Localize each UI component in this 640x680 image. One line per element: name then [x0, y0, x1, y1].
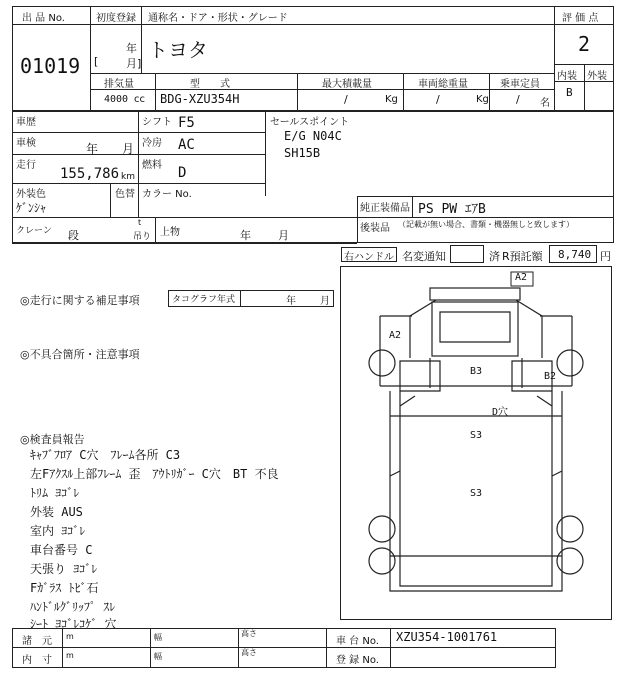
reg-year-unit: 年 — [126, 42, 137, 55]
tachograph-label: タコグラフ年式 — [172, 295, 236, 305]
standard-equip-value: PS PW ｴｱB — [418, 202, 486, 217]
upper-month-unit: 月 — [278, 229, 289, 242]
tachograph-year-unit: 年 — [286, 296, 296, 307]
model-code: BDG-XZU354H — [160, 92, 240, 106]
capacity-label: 乗車定員 — [500, 79, 540, 90]
damage-mark-s3-upper: S3 — [470, 430, 483, 441]
report-line: 左Fｱｸｽﾙ上部ﾌﾚｰﾑ 歪 ｱｳﾄﾘｶﾞｰ C穴 BT 不良 — [30, 467, 279, 481]
report-line: Fｶﾞﾗｽ ﾄﾋﾞ石 — [30, 581, 99, 595]
exterior-score-label: 外装 — [587, 71, 607, 82]
name-change-box — [450, 245, 484, 263]
height-label: 高さ — [241, 629, 257, 638]
crane-lift-label: 吊り — [133, 232, 152, 242]
upper-year-unit: 年 — [240, 229, 251, 242]
report-line: ｷｬﾌﾞﾌﾛｱ C穴 ﾌﾚｰﾑ各所 C3 — [30, 448, 181, 462]
fuel-label: 燃料 — [142, 160, 162, 171]
mileage-label: 走行 — [16, 160, 36, 171]
interior-score: B — [566, 86, 573, 99]
recycle-amount: 8,740 — [558, 248, 592, 261]
displacement-unit: cc — [134, 94, 145, 105]
aircon-value: AC — [178, 137, 195, 153]
report-line: 天張り ﾖｺﾞﾚ — [30, 562, 98, 576]
score-value: 2 — [578, 32, 591, 56]
width-label: 幅 — [154, 652, 162, 661]
crane-ton-unit: t — [138, 218, 142, 227]
inspection-year-unit: 年 — [86, 142, 99, 156]
aftermarket-note: （記載が無い場合、書類・機器無しと致します） — [398, 220, 574, 229]
damage-mark-s3-lower: S3 — [470, 488, 483, 499]
sales-point-2: SH15B — [284, 146, 321, 160]
inspection-month-unit: 月 — [122, 142, 135, 156]
damage-mark-a2-cab: A2 — [389, 330, 402, 341]
report-line: ｼｰﾄ ﾖｺﾞﾚｺｹﾞ 穴 — [30, 617, 117, 631]
inspector-report-label: ◎検査員報告 — [20, 433, 85, 446]
report-line: 外装 AUS — [30, 505, 83, 519]
fuel-value: D — [178, 165, 187, 181]
name-change-label: 名変通知 — [402, 250, 446, 263]
color-number-label: カラー No. — [142, 189, 192, 200]
length-unit: m — [66, 632, 74, 641]
recycle-unit: 円 — [600, 250, 611, 263]
lot-number: 01019 — [20, 54, 81, 78]
report-line: ﾊﾝﾄﾞﾙｸﾞﾘｯﾌﾟ ｽﾚ — [30, 600, 116, 614]
truck-diagram — [340, 266, 612, 620]
steering-side: 右ハンドル — [344, 252, 394, 263]
capacity-unit: 名 — [540, 98, 550, 109]
exterior-color-label: 外装色 — [16, 189, 46, 200]
shift-value: F5 — [178, 115, 195, 131]
crane-stage-unit: 段 — [68, 229, 79, 242]
reg-month-unit: 月] — [126, 57, 142, 70]
lot-label: 出 品 No. — [22, 13, 65, 24]
displacement-label: 排気量 — [104, 79, 134, 90]
chassis-number: XZU354-1001761 — [396, 630, 498, 644]
gross-weight-label: 車両総重量 — [418, 79, 468, 90]
max-load-unit: Kg — [385, 94, 398, 105]
report-line: 室内 ﾖｺﾞﾚ — [30, 524, 86, 538]
max-load-label: 最大積載量 — [322, 79, 372, 90]
running-notes-label: ◎走行に関する補足事項 — [20, 294, 140, 307]
defects-label: ◎不具合箇所・注意事項 — [20, 348, 140, 361]
tachograph-month-unit: 月 — [320, 296, 330, 307]
model-name-label: 通称名・ドア・形状・グレード — [148, 13, 288, 24]
max-load-value: / — [344, 93, 348, 106]
mileage-value: 155,786 — [60, 166, 120, 182]
width-label: 幅 — [154, 633, 162, 642]
damage-mark-d-hole: D穴 — [492, 407, 509, 418]
sales-point-1: E/G N04C — [284, 129, 342, 143]
chassis-label: 車 台 No. — [336, 636, 379, 647]
gross-weight-value: / — [436, 93, 440, 106]
report-line: ﾄﾘﾑ ﾖｺﾞﾚ — [30, 486, 80, 500]
reg-month-open: [ — [94, 55, 99, 68]
score-label: 評 価 点 — [562, 13, 599, 24]
registration-number-label: 登 録 No. — [336, 655, 379, 666]
upper-body-label: 上物 — [160, 227, 180, 238]
height-label: 高さ — [241, 648, 257, 657]
car-name: トヨタ — [148, 38, 208, 62]
gross-weight-unit: Kg — [476, 94, 489, 105]
report-line: 車台番号 C — [30, 543, 93, 557]
mileage-unit: km — [121, 172, 135, 182]
aftermarket-label: 後装品 — [360, 223, 390, 234]
registration-label: 初度登録 — [96, 13, 136, 24]
damage-mark-a2-top: A2 — [515, 272, 528, 283]
capacity-value: / — [516, 93, 520, 106]
model-code-label: 型 式 — [190, 79, 230, 90]
color-change-label: 色替 — [115, 189, 135, 200]
interior-dimensions-label: 内 寸 — [22, 655, 52, 666]
history-label: 車歴 — [16, 117, 36, 128]
crane-label: クレーン — [16, 226, 52, 236]
sales-point-label: セールスポイント — [270, 117, 350, 128]
shift-label: シフト — [142, 117, 172, 128]
exterior-color-value: ｹﾞﾝｼｬ — [16, 201, 47, 215]
displacement-value: 4000 — [104, 94, 129, 105]
damage-mark-b3: B3 — [470, 366, 483, 377]
damage-mark-b2: B2 — [544, 371, 557, 382]
interior-score-label: 内装 — [557, 71, 577, 82]
aircon-label: 冷房 — [142, 138, 162, 149]
standard-equip-label: 純正装備品 — [360, 203, 410, 214]
inspection-label: 車検 — [16, 138, 36, 149]
recycle-mark: 済 — [489, 250, 500, 263]
length-unit: m — [66, 651, 74, 660]
recycle-label: R預託額 — [502, 250, 543, 263]
dimensions-label: 諸 元 — [22, 636, 52, 647]
